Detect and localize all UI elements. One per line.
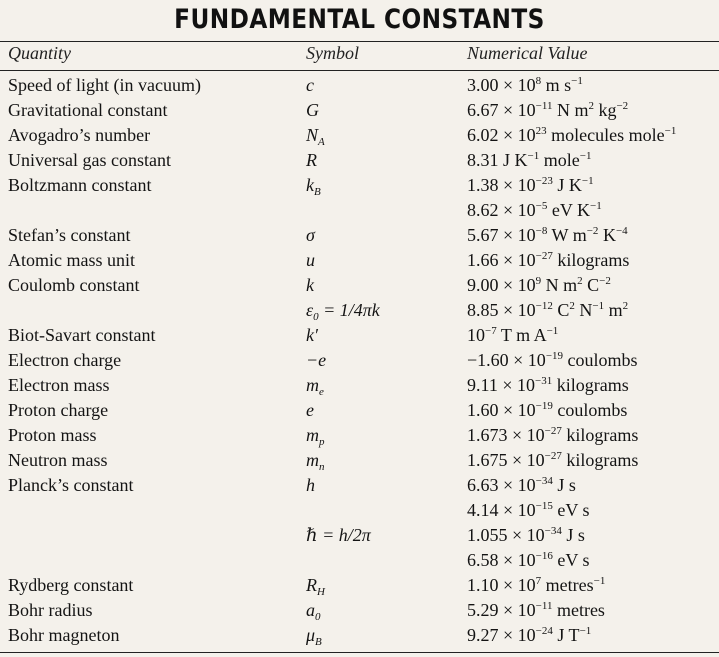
table-row: [0, 548, 719, 573]
value-cell: $1.66 \times 10^{-27}$ kilograms: [467, 250, 630, 270]
value-cell: $9.27 \times 10^{-24}$ J $T^{-1}$: [467, 625, 592, 645]
value-cell: $-1.60 \times 10^{-19}$ coulombs: [467, 350, 638, 370]
quantity-cell: Electron mass: [8, 375, 110, 395]
symbol-cell: e: [306, 400, 314, 420]
table-row: [0, 123, 719, 148]
value-cell: $6.58 \times 10^{-16}$ eV s: [467, 550, 590, 570]
value-cell: $1.055 \times 10^{-34}$ J s: [467, 525, 585, 545]
quantity-cell: Coulomb constant: [8, 275, 140, 295]
value-cell: $4.14 \times 10^{-15}$ eV s: [467, 500, 590, 520]
quantity-cell: Universal gas constant: [8, 150, 171, 170]
value-cell: $9.11 \times 10^{-31}$ kilograms: [467, 375, 629, 395]
quantity-cell: Gravitational constant: [8, 100, 168, 120]
table-row: [0, 598, 719, 623]
symbol-cell: c: [306, 75, 314, 95]
table-row: [0, 448, 719, 473]
symbol-cell: u: [306, 250, 315, 270]
symbol-cell: h: [306, 475, 315, 495]
value-cell: $8.85 \times 10^{-12}$ $C^2$ $N^{-1}$ $m^2$: [467, 300, 629, 320]
header-quantity: Quantity: [8, 43, 71, 63]
value-cell: $1.675 \times 10^{-27}$ kilograms: [467, 450, 639, 470]
value-cell: $5.29 \times 10^{-11}$ metres: [467, 600, 605, 620]
symbol-cell: $R_H$: [306, 575, 325, 598]
top-rule: [0, 41, 719, 42]
quantity-cell: Electron charge: [8, 350, 122, 370]
table-row: [0, 198, 719, 223]
symbol-cell: k′: [306, 325, 318, 345]
symbol-cell: $\mu_B$: [306, 625, 322, 648]
table-row: [0, 223, 719, 248]
header-rule: [0, 70, 719, 71]
quantity-cell: Avogadro’s number: [8, 125, 151, 145]
header-symbol: Symbol: [306, 43, 359, 63]
symbol-cell: k: [306, 275, 314, 295]
table-row: [0, 523, 719, 548]
value-cell: $8.62 \times 10^{-5}$ eV $K^{-1}$: [467, 200, 602, 220]
table-row: [0, 473, 719, 498]
quantity-cell: Bohr magneton: [8, 625, 120, 645]
value-cell: $1.673 \times 10^{-27}$ kilograms: [467, 425, 639, 445]
value-cell: $9.00 \times 10^9$ N $m^2$ $C^{-2}$: [467, 275, 611, 295]
symbol-cell: σ: [306, 225, 315, 245]
value-cell: $1.38 \times 10^{-23}$ J $K^{-1}$: [467, 175, 594, 195]
symbol-cell: $k_B$: [306, 175, 321, 198]
header-value: Numerical Value: [467, 43, 588, 63]
value-cell: $1.60 \times 10^{-19}$ coulombs: [467, 400, 628, 420]
table-row: [0, 373, 719, 398]
quantity-cell: Bohr radius: [8, 600, 93, 620]
quantity-cell: Stefan’s constant: [8, 225, 131, 245]
table-row: [0, 323, 719, 348]
symbol-cell: $m_n$: [306, 450, 325, 473]
table-row: [0, 573, 719, 598]
symbol-cell: $a_0$: [306, 600, 321, 623]
table-row: [0, 248, 719, 273]
symbol-cell: $m_p$: [306, 425, 325, 448]
table-row: [0, 298, 719, 323]
value-cell: $3.00 \times 10^8$ m $s^{-1}$: [467, 75, 583, 95]
symbol-cell: $m_e$: [306, 375, 324, 398]
table-row: [0, 398, 719, 423]
value-cell: 8.31 J $K^{-1}$ mole$^{-1}$: [467, 150, 592, 170]
table-row: [0, 73, 719, 98]
quantity-cell: Proton mass: [8, 425, 97, 445]
page-title: FUNDAMENTAL CONSTANTS: [174, 4, 545, 35]
value-cell: $5.67 \times 10^{-8}$ W $m^{-2}$ $K^{-4}$: [467, 225, 628, 245]
quantity-cell: Neutron mass: [8, 450, 108, 470]
table-row: [0, 498, 719, 523]
quantity-cell: Atomic mass unit: [8, 250, 135, 270]
table-row: [0, 273, 719, 298]
value-cell: $6.02 \times 10^{23}$ molecules mole$^{-1}$: [467, 125, 677, 145]
symbol-cell: R: [306, 150, 317, 170]
bottom-rule: [0, 652, 719, 653]
symbol-cell: G: [306, 100, 319, 120]
value-cell: $1.10 \times 10^7$ metres$^{-1}$: [467, 575, 606, 595]
table-row: [0, 623, 719, 648]
table-row: [0, 98, 719, 123]
symbol-cell: ℏ = h/2π: [306, 525, 371, 545]
table-row: [0, 148, 719, 173]
table-row: [0, 173, 719, 198]
quantity-cell: Boltzmann constant: [8, 175, 152, 195]
symbol-cell: $\varepsilon_0 = 1/4\pi k$: [306, 300, 380, 323]
table-row: [0, 423, 719, 448]
table-row: [0, 348, 719, 373]
quantity-cell: Planck’s constant: [8, 475, 134, 495]
value-cell: $6.67 \times 10^{-11}$ N $m^2$ $kg^{-2}$: [467, 100, 629, 120]
symbol-cell: −e: [306, 350, 327, 370]
quantity-cell: Proton charge: [8, 400, 109, 420]
quantity-cell: Rydberg constant: [8, 575, 134, 595]
value-cell: $6.63 \times 10^{-34}$ J s: [467, 475, 576, 495]
value-cell: $10^{-7}$ T m $A^{-1}$: [467, 325, 559, 345]
quantity-cell: Speed of light (in vacuum): [8, 75, 201, 95]
quantity-cell: Biot-Savart constant: [8, 325, 156, 345]
symbol-cell: $N_A$: [306, 125, 325, 148]
